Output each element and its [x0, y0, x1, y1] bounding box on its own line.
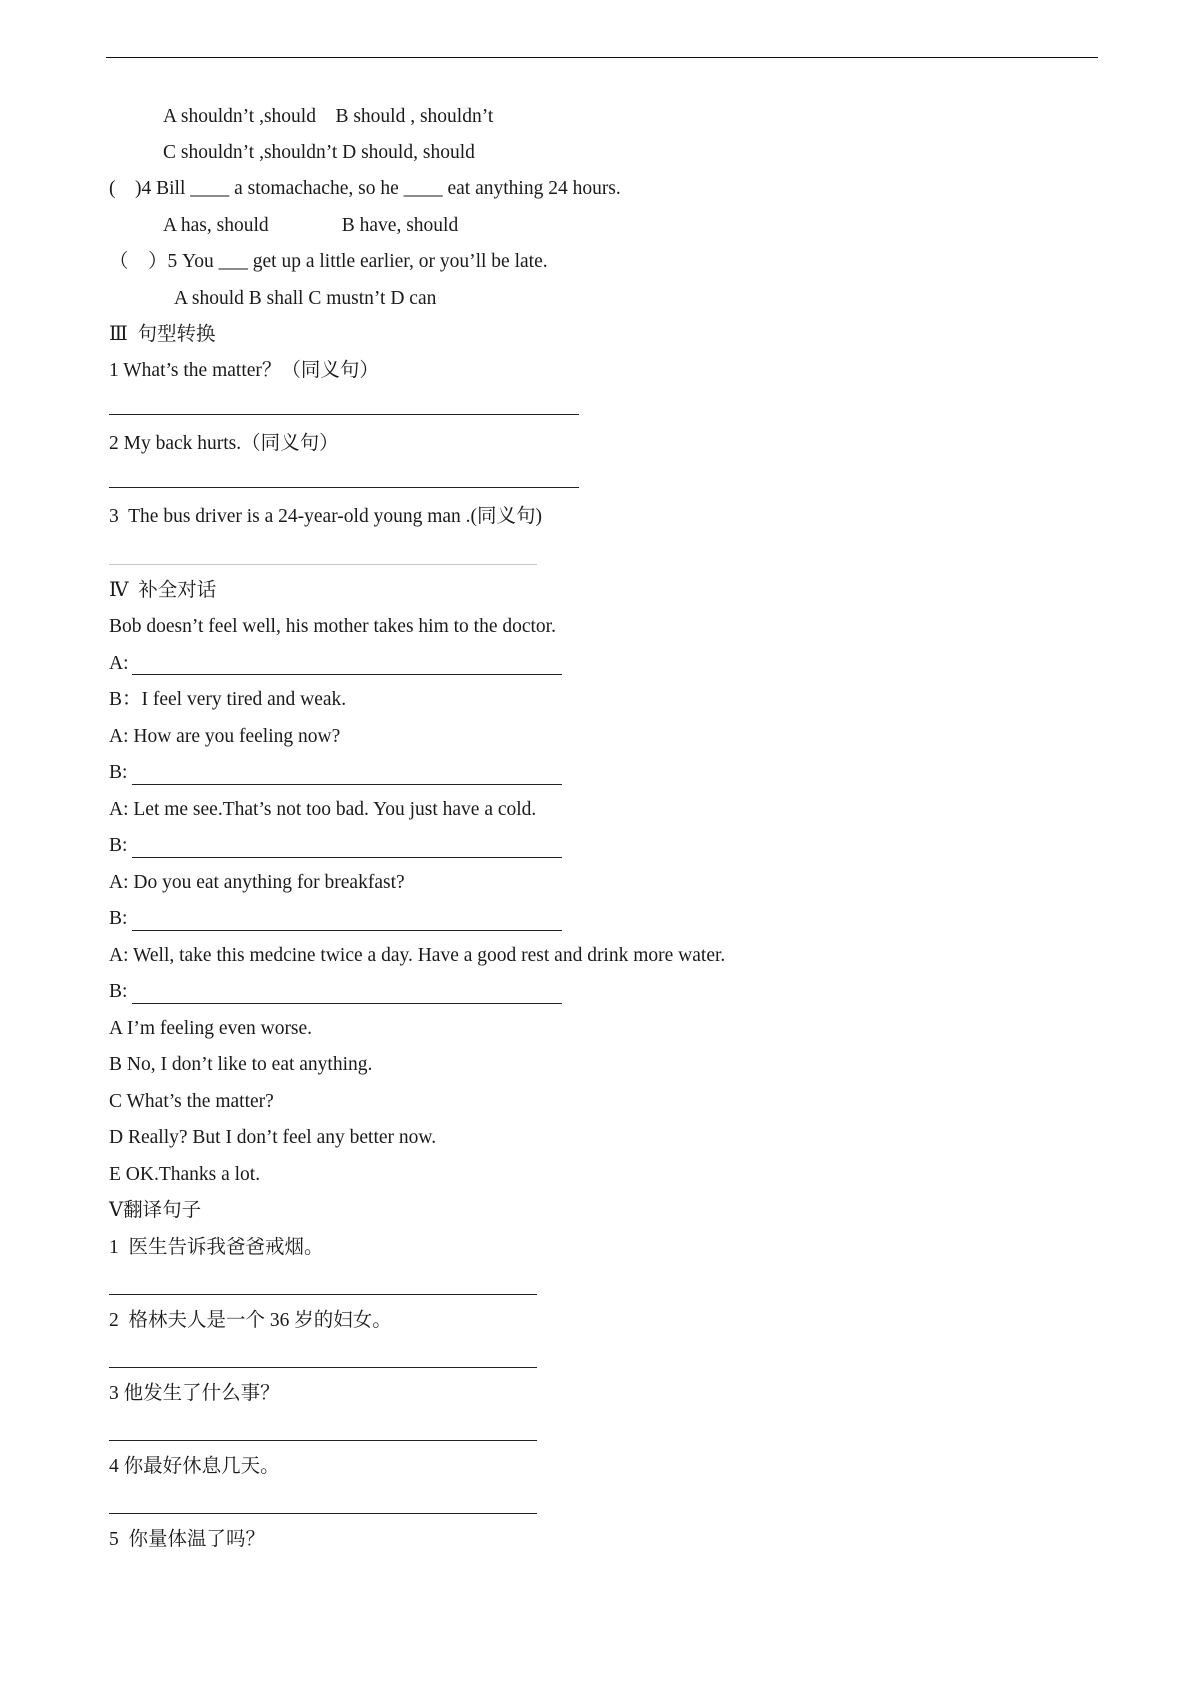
dialogue-option-e: E OK.Thanks a lot. [109, 1164, 261, 1185]
dialogue-option-a: A I’m feeling even worse. [109, 1018, 313, 1039]
dialogue-line-4: B: [109, 762, 128, 783]
dialogue-blank-5 [132, 1003, 562, 1004]
dialogue-blank-3 [132, 857, 562, 858]
section3-item-1: 1 What’s the matter？（同义句） [109, 360, 379, 381]
dialogue-line-9: A: Well, take this medcine twice a day. Have a good rest and drink more water. [109, 945, 726, 966]
answer-blank [109, 414, 579, 415]
dialogue-line-10: B: [109, 981, 128, 1002]
answer-blank [109, 564, 537, 565]
section4-heading: Ⅳ 补全对话 [109, 580, 217, 601]
section5-item-2: 2 格林夫人是一个 36 岁的妇女。 [109, 1310, 392, 1331]
translation-blank [109, 1294, 537, 1295]
dialogue-option-d: D Really? But I don’t feel any better now. [109, 1127, 437, 1148]
q5-stem: （ ）5 You ___ get up a little earlier, or you’ll be late. [109, 251, 548, 272]
dialogue-line-6: B: [109, 835, 128, 856]
section5-heading: Ⅴ翻译句子 [109, 1200, 202, 1221]
section5-item-4: 4 你最好休息几天。 [109, 1456, 280, 1477]
section4-intro: Bob doesn’t feel well, his mother takes him to the doctor. [109, 616, 556, 637]
dialogue-line-3: A: How are you feeling now? [109, 726, 341, 747]
dialogue-line-5: A: Let me see.That’s not too bad. You just have a cold. [109, 799, 537, 820]
dialogue-line-8: B: [109, 908, 128, 929]
dialogue-blank-2 [132, 784, 562, 785]
translation-blank [109, 1440, 537, 1441]
dialogue-blank-4 [132, 930, 562, 931]
section5-item-5: 5 你量体温了吗？ [109, 1529, 266, 1550]
answer-blank [109, 487, 579, 488]
q4-options: A has, should B have, should [163, 215, 459, 236]
dialogue-blank-1 [132, 674, 562, 675]
q4-stem: ( )4 Bill ____ a stomachache, so he ____ eat anything 24 hours. [109, 178, 621, 199]
header-rule [106, 57, 1098, 58]
dialogue-option-b: B No, I don’t like to eat anything. [109, 1054, 373, 1075]
dialogue-line-1: A: [109, 653, 129, 674]
section3-item-2: 2 My back hurts.（同义句） [109, 433, 339, 454]
section5-item-3: 3 他发生了什么事？ [109, 1383, 280, 1404]
dialogue-line-2: B：I feel very tired and weak. [109, 689, 347, 710]
q3-options-line2: C shouldn’t ,shouldn’t D should, should [163, 142, 475, 163]
dialogue-option-c: C What’s the matter? [109, 1091, 274, 1112]
dialogue-line-7: A: Do you eat anything for breakfast? [109, 872, 405, 893]
translation-blank [109, 1367, 537, 1368]
q3-options-line1: A shouldn’t ,should B should , shouldn’t [163, 106, 494, 127]
section5-item-1: 1 医生告诉我爸爸戒烟。 [109, 1237, 324, 1258]
section3-item-3: 3 The bus driver is a 24-year-old young man .(同义句) [109, 506, 543, 527]
translation-blank [109, 1513, 537, 1514]
q5-options: A should B shall C mustn’t D can [174, 288, 437, 309]
section3-heading: Ⅲ 句型转换 [109, 324, 216, 345]
